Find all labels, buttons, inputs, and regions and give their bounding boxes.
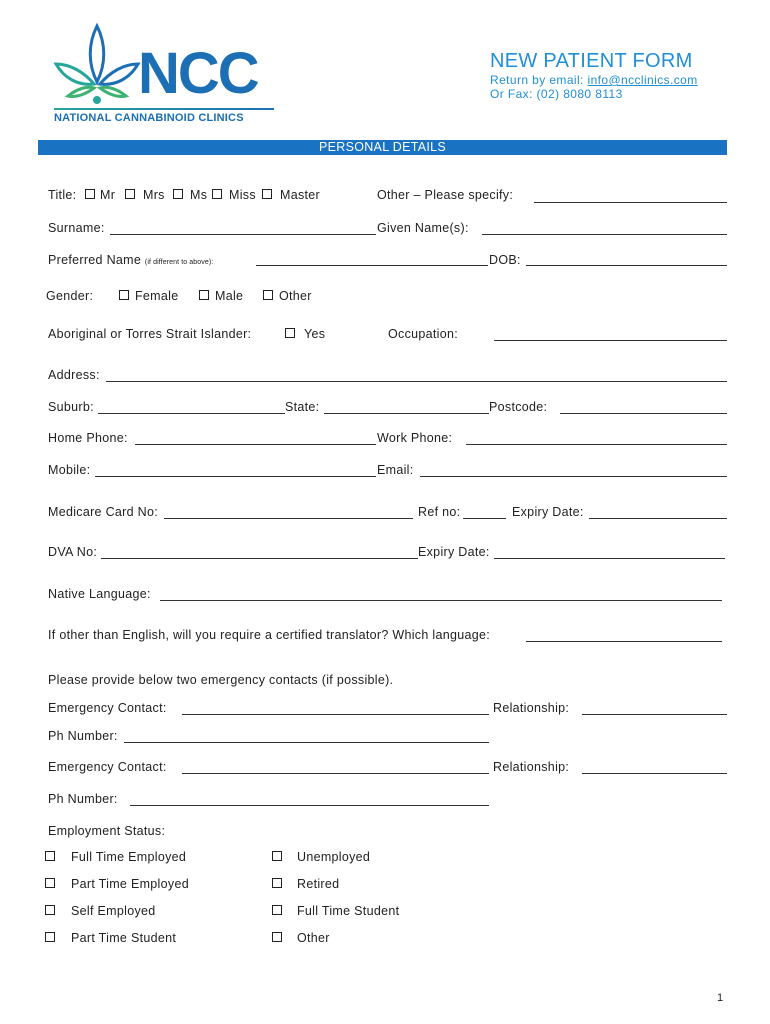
title-ms-checkbox[interactable]	[173, 189, 183, 199]
work-phone-label: Work Phone:	[377, 431, 453, 445]
ref-no-label: Ref no:	[418, 505, 461, 519]
occupation-label: Occupation:	[388, 327, 459, 341]
other-specify-field[interactable]	[534, 202, 727, 203]
preferred-name-text: Preferred Name	[48, 253, 142, 267]
postcode-label: Postcode:	[489, 400, 548, 414]
given-names-label: Given Name(s):	[377, 221, 469, 235]
employment-status-label: Employment Status:	[48, 824, 166, 838]
title-mrs-checkbox[interactable]	[125, 189, 135, 199]
mobile-field[interactable]	[95, 476, 376, 477]
gender-female-label: Female	[135, 289, 179, 303]
employment-unemployed-checkbox[interactable]	[272, 851, 282, 861]
postcode-field[interactable]	[560, 413, 727, 414]
address-field[interactable]	[106, 381, 727, 382]
translator-field[interactable]	[526, 641, 722, 642]
surname-field[interactable]	[110, 234, 376, 235]
gender-female-checkbox[interactable]	[119, 290, 129, 300]
preferred-name-note: (if different to above):	[144, 259, 214, 266]
section-bar	[38, 140, 727, 155]
occupation-field[interactable]	[494, 340, 727, 341]
medicare-field[interactable]	[164, 518, 413, 519]
ref-no-field[interactable]	[463, 518, 506, 519]
ph-number-2-label: Ph Number:	[48, 792, 118, 806]
relationship-2-field[interactable]	[582, 773, 727, 774]
other-specify-label: Other – Please specify:	[377, 188, 514, 202]
title-ms-label: Ms	[190, 188, 208, 202]
dva-expiry-field[interactable]	[494, 558, 725, 559]
home-phone-label: Home Phone:	[48, 431, 128, 445]
employment-retired-checkbox[interactable]	[272, 878, 282, 888]
section-title: PERSONAL DETAILS	[318, 140, 447, 154]
gender-other-checkbox[interactable]	[263, 290, 273, 300]
aboriginal-label: Aboriginal or Torres Strait Islander:	[48, 327, 252, 341]
title-mr-label: Mr	[100, 188, 116, 202]
surname-label: Surname:	[48, 221, 105, 235]
translator-label: If other than English, will you require a certified translator? Which language:	[48, 628, 490, 642]
title-master-label: Master	[280, 188, 321, 202]
title-mrs-label: Mrs	[143, 188, 165, 202]
mobile-label: Mobile:	[48, 463, 91, 477]
return-email-line	[490, 73, 698, 87]
state-field[interactable]	[324, 413, 489, 414]
dva-label: DVA No:	[48, 545, 98, 559]
logo-wordmark: NCC	[138, 41, 258, 106]
dva-field[interactable]	[101, 558, 418, 559]
employment-part-time-checkbox[interactable]	[45, 878, 55, 888]
gender-other-label: Other	[279, 289, 312, 303]
email-link[interactable]: info@ncclinics.com	[587, 73, 698, 87]
relationship-1-label: Relationship:	[493, 701, 570, 715]
form-title: NEW PATIENT FORM	[490, 50, 693, 72]
logo-underline	[54, 108, 274, 110]
relationship-1-field[interactable]	[582, 714, 727, 715]
title-mr-checkbox[interactable]	[85, 189, 95, 199]
return-email-prefix: Return by email:	[490, 73, 588, 87]
medicare-expiry-label: Expiry Date:	[512, 505, 584, 519]
ph-number-2-field[interactable]	[130, 805, 489, 806]
employment-full-time-student-checkbox[interactable]	[272, 905, 282, 915]
preferred-name-label	[48, 253, 213, 270]
work-phone-field[interactable]	[466, 444, 727, 445]
gender-label: Gender:	[46, 289, 94, 303]
dva-expiry-label: Expiry Date:	[418, 545, 490, 559]
relationship-2-label: Relationship:	[493, 760, 570, 774]
native-language-label: Native Language:	[48, 587, 151, 601]
state-label: State:	[285, 400, 320, 414]
employment-full-time-checkbox[interactable]	[45, 851, 55, 861]
gender-male-checkbox[interactable]	[199, 290, 209, 300]
medicare-expiry-field[interactable]	[589, 518, 727, 519]
emergency-contact-1-label: Emergency Contact:	[48, 701, 167, 715]
employment-part-time-student-checkbox[interactable]	[45, 932, 55, 942]
ph-number-1-label: Ph Number:	[48, 729, 118, 743]
suburb-field[interactable]	[98, 413, 285, 414]
title-master-checkbox[interactable]	[262, 189, 272, 199]
employment-part-time-student-label: Part Time Student	[71, 931, 177, 945]
employment-full-time-student-label: Full Time Student	[297, 904, 400, 918]
cannabis-leaf-icon	[52, 22, 142, 112]
email-field[interactable]	[420, 476, 727, 477]
employment-retired-label: Retired	[297, 877, 340, 891]
emergency-contact-2-label: Emergency Contact:	[48, 760, 167, 774]
address-label: Address:	[48, 368, 100, 382]
emergency-intro: Please provide below two emergency contacts (if possible).	[48, 673, 394, 687]
dob-field[interactable]	[526, 265, 727, 266]
aboriginal-yes-label: Yes	[304, 327, 326, 341]
logo-subtitle: NATIONAL CANNABINOID CLINICS	[54, 112, 244, 124]
emergency-contact-2-field[interactable]	[182, 773, 489, 774]
employment-unemployed-label: Unemployed	[297, 850, 371, 864]
medicare-label: Medicare Card No:	[48, 505, 159, 519]
employment-part-time-label: Part Time Employed	[71, 877, 189, 891]
employment-other-label: Other	[297, 931, 330, 945]
title-label: Title:	[48, 188, 77, 202]
fax-line: Or Fax: (02) 8080 8113	[490, 87, 623, 101]
employment-full-time-label: Full Time Employed	[71, 850, 187, 864]
email-label: Email:	[377, 463, 414, 477]
gender-male-label: Male	[215, 289, 244, 303]
native-language-field[interactable]	[160, 600, 722, 601]
dob-label: DOB:	[489, 253, 521, 267]
employment-self-employed-label: Self Employed	[71, 904, 156, 918]
title-miss-checkbox[interactable]	[212, 189, 222, 199]
page-number: 1	[717, 992, 724, 1004]
emergency-contact-1-field[interactable]	[182, 714, 489, 715]
ph-number-1-field[interactable]	[124, 742, 489, 743]
employment-other-checkbox[interactable]	[272, 932, 282, 942]
aboriginal-yes-checkbox[interactable]	[285, 328, 295, 338]
logo	[52, 22, 292, 132]
given-names-field[interactable]	[482, 234, 727, 235]
employment-self-employed-checkbox[interactable]	[45, 905, 55, 915]
suburb-label: Suburb:	[48, 400, 94, 414]
preferred-name-field[interactable]	[256, 265, 488, 266]
home-phone-field[interactable]	[135, 444, 376, 445]
title-miss-label: Miss	[229, 188, 256, 202]
